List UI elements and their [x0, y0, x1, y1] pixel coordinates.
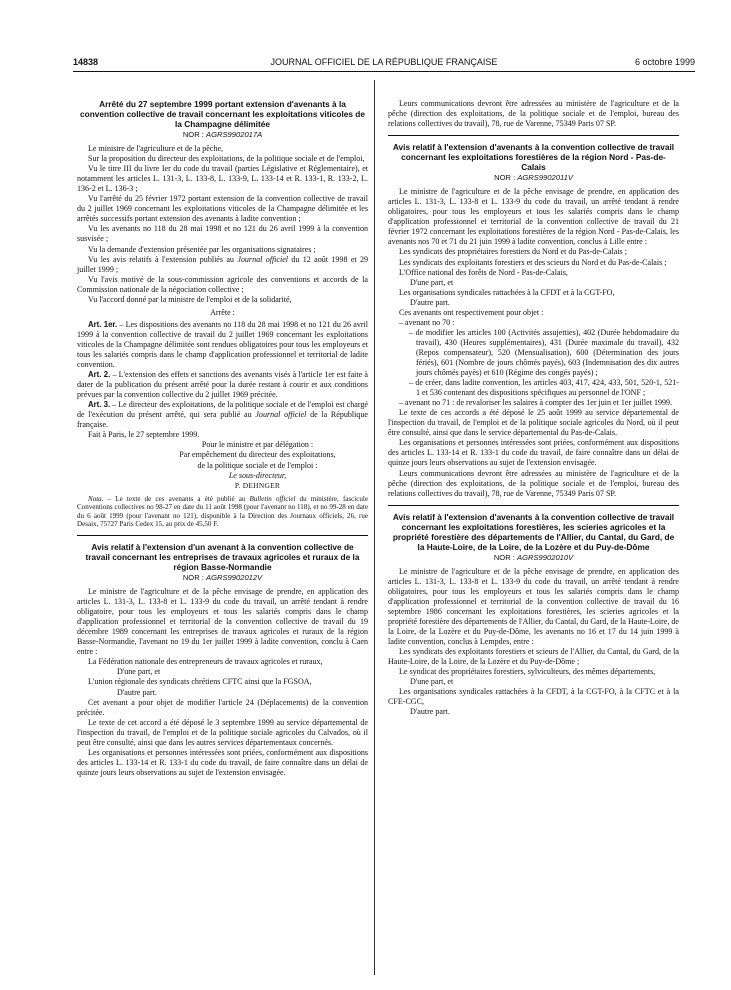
paragraph: Vu l'avis motivé de la sous-commission agricole des conventions et accords de la Commission nationale de la négociation collective ; — [77, 274, 368, 294]
paragraph: D'une part, et — [117, 667, 161, 677]
paragraph: L'Office national des forêts de Nord - Pas-de-Calais, — [399, 267, 568, 277]
paragraph: L'union régionale des syndicats chrétiens CFTC ainsi que la FGSOA, — [88, 677, 312, 687]
article-avis-basse-normandie — [77, 542, 368, 778]
section-rule — [77, 535, 368, 536]
paragraph: Les organisations syndicales rattachées à la CFDT et à la CGT-FO, — [399, 287, 615, 297]
article-arrete-champagne — [77, 99, 368, 529]
article-1: Art. 1er. – Les dispositions des avenants no 118 du 28 mai 1998 et no 121 du 26 avril 1999 à la convention collective de travail du 2 juillet 1969 concernant les exploitations viticoles de la Champagne délimitée sont rendues obligatoires pour tous les employeurs et tous les salariés compris dans le champ d'application professionnel et territorial de ladite convention. — [77, 319, 368, 370]
nota-footnote: Nota. – Le texte de ces avenants a été publié au Bulletin officiel du ministère, fascicule Conventions collectives no 98-27 en date du 11 août 1998 (pour l'avenant no 118), et no 99-28 en date du 6 août 1999 (pour l'avenant no 121), disponible à la Direction des Journaux officiels, 26, rue Desaix, 75727 Paris Cedex 15, au prix de 45,50 F. — [77, 494, 368, 529]
paragraph: Les syndicats des propriétaires forestiers du Nord et du Pas-de-Calais ; — [399, 247, 627, 257]
paragraph: D'autre part. — [410, 297, 450, 307]
paragraph: Vu la demande d'extension présentée par les organisations signataires ; — [88, 244, 316, 254]
list-item: – de créer, dans ladite convention, les articles 403, 417, 424, 433, 501, 520-1, 521-1 et 536 contenant des dispositions spécifiques au personnel de l'ONF ; — [409, 378, 679, 398]
paragraph: Leurs communications devront être adressées au ministère de l'agriculture et de la pêche (direction des exploitations, de la politique sociale et de l'emploi, bureau des relations collectives du travail), 78, rue de Varenne, 75349 Paris 07 SP. — [388, 468, 679, 498]
paragraph: Cet avenant a pour objet de modifier l'article 24 (Déplacements) de la convention précitée. — [77, 697, 368, 717]
paragraph: Vu les avenants no 118 du 28 mai 1998 et no 121 du 26 avril 1999 à la convention susvisée ; — [77, 224, 368, 244]
nor-reference: NOR : AGRS9902012V — [182, 573, 263, 583]
paragraph: Leurs communications devront être adressées au ministère de l'agriculture et de la pêche (direction des exploitations, de la politique sociale et de l'emploi, bureau des relations collectives du travail), 78, rue de Varenne, 75349 Paris 07 SP. — [388, 99, 679, 129]
paragraph: D'autre part. — [410, 707, 450, 717]
paragraph: Ces avenants ont respectivement pour objet : — [399, 307, 544, 317]
signature-block: Pour le ministre et par délégation : Par empêchement du directeur des exploitations, de la politique sociale et de l'emploi : Le sous-directeur, P. DEHNGER — [179, 440, 336, 490]
journal-title: JOURNAL OFFICIEL DE LA RÉPUBLIQUE FRANÇAISE — [270, 57, 498, 67]
paragraph: Le ministre de l'agriculture et de la pêche envisage de prendre, en application des articles L. 131-3, L. 133-8 et L. 133-9 du code du travail, un arrêté tendant à rendre obligatoires, pour tous les employeurs et tous les salariés compris dans le champ d'application professionnel et territorial de la convention collective de travail du 21 février 1972 concernant les exploitations forestières de la région Nord - Pas-de-Calais, les avenants nos 70 et 71 du 21 juin 1999 à ladite convention, conclus à Lille entre : — [388, 187, 679, 247]
paragraph: Les organisations et personnes intéressées sont priées, conformément aux dispositions des articles L. 133-14 et R. 133-1 du code du travail, de faire connaître dans un délai de quinze jours leurs observations au sujet de l'extension envisagée. — [388, 438, 679, 468]
right-column — [388, 99, 679, 717]
section-rule — [388, 505, 679, 506]
paragraph: Vu l'accord donné par la ministre de l'emploi et de la solidarité, — [88, 294, 292, 304]
left-column — [77, 99, 368, 778]
paragraph: Les organisations et personnes intéressées sont priées, conformément aux dispositions des articles L. 133-14 et R. 133-1 du code du travail, de faire connaître dans un délai de quinze jours leurs observations au sujet de l'extension envisagée. — [77, 747, 368, 777]
paragraph: Vu le titre III du livre Ier du code du travail (parties Législative et Réglementaire), et notamment les articles L. 131-3, L. 133-8, L. 133-9, L. 133-14 et R. 133-1, R. 133-2, L. 136-2 et L. 136-3 ; — [77, 164, 368, 194]
article-3: Art. 3. – Le directeur des exploitations, de la politique sociale et de l'emploi est chargé de l'exécution du présent arrêté, qui sera publié au Journal officiel de la République française. — [77, 400, 368, 430]
issue-date: 6 octobre 1999 — [634, 57, 695, 67]
paragraph: D'une part, et — [410, 277, 454, 287]
article-title: Arrêté du 27 septembre 1999 portant extension d'avenants à la convention collective de travail concernant les exploitations viticoles de la Champagne délimitée — [80, 99, 365, 129]
paragraph: Sur la proposition du directeur des exploitations, de la politique sociale et de l'emploi, — [88, 154, 365, 164]
article-2: Art. 2. – L'extension des effets et sanctions des avenants visés à l'article 1er est faite à dater de la publication du présent arrêté pour la durée restant à courir et aux conditions prévues par la convention collective du 2 juillet 1969 précitée. — [77, 370, 368, 400]
article-avis-auvergne-forestier — [388, 512, 679, 718]
paragraph: Vu les avis relatifs à l'extension publiés au Journal officiel du 12 août 1998 et 29 juillet 1999 ; — [77, 254, 369, 274]
paragraph: D'une part, et — [410, 677, 454, 687]
paragraph: Les syndicats des exploitants forestiers et scieurs de l'Allier, du Cantal, du Gard, de la Haute-Loire, de la Loire, de la Lozère et du Puy-de-Dôme ; — [388, 647, 679, 667]
list-item: – avenant no 71 : de revaloriser les salaires à compter des 1er juin et 1er juillet 1999. — [399, 398, 673, 408]
paragraph: D'autre part. — [117, 687, 157, 697]
list-item: – de modifier les articles 100 (Activités assujetties), 402 (Durée hebdomadaire du travail), 430 (Heures supplémentaires), 431 (Durée maximale du travail), 432 (Repos compensateur), 520 (Mensualisation), 600 (Détermination des jours fériés), 601 (Nombre de jours chômés payés), 603 (Indemnisation des dix autres jours chômés payés) et 610 (Régime des congés payés) ; — [409, 327, 679, 378]
running-header — [73, 57, 695, 72]
paragraph: Le syndicat des propriétaires forestiers, sylviculteurs, des mêmes départements, — [399, 667, 656, 677]
paragraph: Le texte de cet accord a été déposé le 3 septembre 1999 au service départemental de l'inspection du travail, de l'emploi et de la politique sociale agricoles du Calvados, où il peut être consulté, ainsi que dans les autres services départementaux concernés. — [77, 717, 368, 747]
nor-reference: NOR : AGRS9902017A — [182, 130, 263, 139]
paragraph: Vu l'arrêté du 25 février 1972 portant extension de la convention collective de travail du 2 juillet 1969 concernant les exploitations viticoles de la Champagne délimitée et les arrêtés successifs portant extension des avenants à ladite convention ; — [77, 194, 368, 224]
article-title: Avis relatif à l'extension d'un avenant à la convention collective de travail concernant les entreprises de travaux agricoles et ruraux de la région Basse-Normandie — [85, 542, 360, 573]
signature-place-date: Fait à Paris, le 27 septembre 1999. — [88, 430, 200, 440]
paragraph: La Fédération nationale des entrepreneurs de travaux agricoles et ruraux, — [88, 657, 323, 667]
nor-reference: NOR : AGRS9902011V — [494, 173, 573, 183]
article-title: Avis relatif à l'extension d'avenants à la convention collective de travail concernant les exploitations forestières, les scieries agricoles et la propriété forestière des départements de l'Allier, du Cantal, du Gard, de la Haute-Loire, de la Loire, de la Lozère et du Puy-de-Dôme — [392, 511, 675, 552]
arrete-heading: Arrête : — [210, 307, 235, 317]
page-number: 14838 — [73, 57, 99, 67]
paragraph: Le ministre de l'agriculture et de la pêche envisage de prendre, en application des articles L. 131-3, L. 133-8 et L. 133-9 du code du travail, un arrêté tendant à rendre obligatoires, pour tous les employeurs et tous les salariés compris dans le champ d'application professionnel et territorial de la convention collective de travail du 16 septembre 1986 concernant les exploitations forestières, les scieries agricoles et la propriété forestière des départements de l'Allier, du Cantal, du Gard, de la Haute-Loire, de la Loire, de la Lozère et du Puy-de-Dôme, les avenants no 16 et 17 du 14 juin 1999 à ladite convention, conclus à Lempdes, entre : — [388, 566, 679, 647]
list-item: – avenant no 70 : — [399, 317, 455, 327]
article-title: Avis relatif à l'extension d'avenants à la convention collective de travail concernant les exploitations forestières de la région Nord - Pas-de-Calais — [392, 142, 675, 173]
paragraph: Les syndicats des exploitants forestiers et des scieurs du Nord et du Pas-de-Calais ; — [399, 257, 667, 267]
paragraph: Les organisations syndicales rattachées à la CFDT, à la CGT-FO, à la CFTC et à la CFE-CGC, — [388, 687, 679, 707]
column-divider — [374, 80, 375, 975]
paragraph: Le ministre de l'agriculture et de la pêche envisage de prendre, en application des articles L. 131-3, L. 133-8 et L. 133-9 du code du travail, un arrêté tendant à rendre obligatoire, pour tous les employeurs et tous les salariés compris dans le champ d'application professionnel et territorial de la convention collective de travail du 19 décembre 1989 concernant les entreprises de travaux agricoles et ruraux de la région Basse-Normandie, l'avenant no 19 du 1er juillet 1999 à ladite convention, conclu à Caen entre : — [77, 587, 368, 657]
nor-reference: NOR : AGRS9902010V — [493, 552, 574, 562]
section-rule — [388, 135, 679, 136]
paragraph: Le ministre de l'agriculture et de la pêche, — [88, 144, 224, 154]
article-avis-nord-pas-de-calais — [388, 142, 679, 499]
paragraph: Le texte de ces accords a été déposé le 25 août 1999 au service départemental de l'inspection du travail, de l'emploi et de la politique sociale agricoles du Nord, où il peut être consulté, ainsi que dans le service départemental du Pas-de-Calais. — [388, 408, 679, 438]
